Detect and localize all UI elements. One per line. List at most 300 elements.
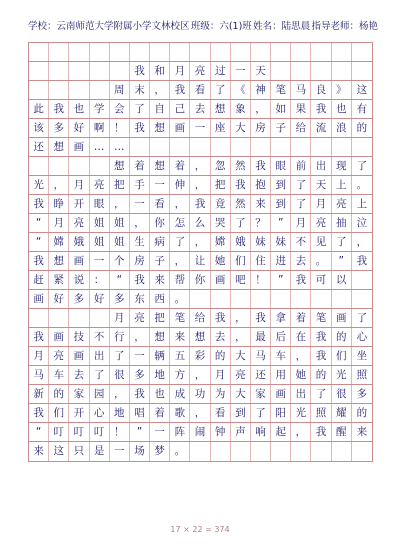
grid-cell	[291, 43, 311, 61]
grid-cell: 过	[211, 62, 231, 80]
grid-cell: 己	[170, 100, 190, 118]
grid-cell: 的	[356, 406, 368, 419]
grid-cell: 了	[170, 233, 190, 251]
grid-cell: “	[29, 214, 49, 232]
grid-row	[29, 385, 372, 404]
grid-cell	[170, 43, 190, 61]
grid-cell: 车	[271, 347, 291, 365]
grid-cell: 亮	[231, 366, 251, 384]
grid-cell: 然	[231, 157, 251, 175]
grid-cell	[332, 290, 352, 308]
grid-cell: 亮	[49, 347, 69, 365]
grid-cell	[110, 43, 130, 61]
grid-cell: 和	[150, 62, 170, 80]
grid-cell: 了	[130, 100, 150, 118]
grid-row	[29, 62, 372, 81]
grid-cell: 流	[311, 119, 331, 137]
grid-cell: 着	[291, 309, 311, 327]
grid-cell: 天	[251, 62, 271, 80]
grid-cell: 出	[311, 157, 331, 175]
grid-cell: 我	[130, 62, 150, 80]
grid-cell: 车	[49, 366, 69, 384]
class-label: 班级：六(1)班	[190, 21, 252, 32]
grid-cell: 把	[110, 176, 130, 194]
grid-cell: 光	[332, 366, 352, 384]
grid-cell: 新	[29, 385, 49, 403]
grid-cell	[49, 43, 69, 61]
grid-cell: 画	[211, 271, 231, 289]
grid-footer	[28, 525, 372, 534]
grid-cell: 叮	[69, 423, 89, 441]
grid-cell: 用	[271, 366, 291, 384]
grid-cell: 嫦	[49, 233, 69, 251]
grid-cell: ，	[130, 214, 150, 232]
grid-cell: 还	[251, 366, 271, 384]
grid-cell: 果	[291, 100, 311, 118]
grid-row	[29, 214, 372, 233]
grid-cell	[231, 138, 251, 156]
grid-cell	[190, 290, 210, 308]
grid-row	[29, 252, 372, 271]
grid-cell: 我	[251, 309, 271, 327]
grid-cell: 的	[49, 385, 69, 403]
grid-cell: 叮	[49, 423, 69, 441]
grid-cell	[291, 442, 311, 461]
grid-cell	[231, 442, 251, 461]
grid-cell	[352, 62, 372, 80]
grid-cell: 阳	[271, 404, 291, 422]
grid-cell: 园	[90, 385, 110, 403]
grid-row	[29, 328, 372, 347]
composition-grid	[28, 42, 373, 462]
grid-cell: 哭	[211, 214, 231, 232]
grid-cell: ：	[90, 271, 110, 289]
grid-cell: 可	[311, 271, 331, 289]
grid-cell: 我	[49, 100, 69, 118]
grid-cell: 在	[291, 328, 311, 346]
grid-cell: 睁	[49, 195, 69, 213]
grid-cell: 月	[170, 62, 190, 80]
name-label: 姓名：陆思晨	[253, 21, 311, 32]
grid-cell	[311, 138, 331, 156]
grid-cell: 月	[291, 214, 311, 232]
grid-cell: 场	[130, 442, 150, 461]
grid-cell: 大	[231, 119, 251, 137]
grid-cell: 该	[29, 119, 49, 137]
grid-cell	[29, 62, 49, 80]
grid-cell: 天	[311, 176, 331, 194]
grid-cell	[311, 43, 331, 61]
grid-cell: 了	[291, 195, 311, 213]
grid-cell: 画	[332, 309, 352, 327]
grid-cell: 了	[90, 366, 110, 384]
grid-cell: 月	[311, 195, 331, 213]
grid-cell: 会	[110, 100, 130, 118]
grid-cell: ！	[110, 423, 130, 441]
grid-cell: 不	[90, 328, 110, 346]
grid-cell: 见	[311, 233, 331, 251]
grid-cell: 去	[190, 100, 210, 118]
grid-cell: 了	[356, 311, 368, 324]
grid-cell: 一	[190, 119, 210, 137]
grid-row	[29, 176, 372, 195]
grid-cell: ，	[130, 328, 150, 346]
grid-cell	[311, 442, 331, 461]
grid-cell: 有	[356, 102, 368, 115]
grid-cell	[291, 290, 311, 308]
grid-cell: 姐	[110, 214, 130, 232]
grid-cell: 以	[332, 271, 352, 289]
grid-cell: 着	[170, 157, 190, 175]
grid-cell: 唱	[130, 404, 150, 422]
grid-cell: 赶	[29, 271, 49, 289]
grid-cell: 到	[271, 176, 291, 194]
grid-cell: 泣	[356, 216, 368, 229]
grid-cell: 一	[150, 423, 170, 441]
grid-cell: 我	[29, 328, 49, 346]
grid-cell: 我	[29, 195, 49, 213]
grid-cell: 叮	[90, 423, 110, 441]
grid-cell: 把	[150, 309, 170, 327]
grid-cell: 好	[49, 290, 69, 308]
grid-cell: ，	[170, 252, 190, 270]
grid-cell	[231, 43, 251, 61]
grid-cell: 闹	[190, 423, 210, 441]
grid-cell: 家	[251, 385, 271, 403]
grid-cell: ，	[231, 309, 251, 327]
grid-cell: ，	[190, 366, 210, 384]
grid-cell: 。	[356, 178, 368, 191]
grid-cell: 我	[311, 328, 331, 346]
grid-cell: 我	[231, 176, 251, 194]
grid-cell: 照	[356, 368, 368, 381]
grid-cell: 醒	[332, 423, 352, 441]
grid-cell: 不	[291, 233, 311, 251]
grid-cell	[90, 309, 110, 327]
grid-cell	[90, 43, 110, 61]
grid-cell: 末	[130, 81, 150, 99]
grid-cell: 她	[291, 366, 311, 384]
grid-cell: 我	[291, 271, 311, 289]
grid-cell: 座	[211, 119, 231, 137]
grid-cell: 亮	[69, 214, 89, 232]
school-label: 学校：云南师范大学附属小学文林校区	[28, 21, 190, 32]
grid-cell: 照	[311, 404, 331, 422]
grid-cell: 子	[271, 119, 291, 137]
grid-cell: ，	[356, 235, 368, 248]
grid-cell: 们	[231, 252, 251, 270]
grid-cell: 阵	[170, 423, 190, 441]
grid-cell: 想	[190, 328, 210, 346]
grid-cell: 出	[291, 385, 311, 403]
grid-cell: 去	[291, 252, 311, 270]
grid-cell: 我	[170, 81, 190, 99]
grid-cell	[271, 290, 291, 308]
grid-cell	[332, 138, 352, 156]
grid-cell: 月	[69, 176, 89, 194]
grid-cell: 多	[356, 387, 368, 400]
grid-cell: 我	[211, 309, 231, 327]
grid-cell: 多	[49, 119, 69, 137]
grid-cell: ，	[190, 176, 210, 194]
grid-cell: 一	[110, 442, 130, 461]
grid-cell: 成	[170, 385, 190, 403]
grid-row	[29, 195, 372, 214]
grid-cell: ，	[110, 385, 130, 403]
grid-cell	[332, 43, 352, 61]
grid-cell	[271, 43, 291, 61]
grid-cell: 的	[211, 347, 231, 365]
grid-cell: 么	[190, 214, 210, 232]
grid-cell: 来	[150, 271, 170, 289]
grid-cell: 画	[271, 385, 291, 403]
grid-cell: 给	[190, 309, 210, 327]
grid-cell: 一	[130, 195, 150, 213]
grid-cell	[352, 271, 372, 289]
grid-cell: 心	[356, 330, 368, 343]
grid-cell: 笔	[170, 309, 190, 327]
grid-row	[29, 404, 372, 423]
grid-cell: 此	[29, 100, 49, 118]
grid-cell: 到	[271, 195, 291, 213]
grid-cell	[130, 43, 150, 61]
grid-cell: 心	[90, 404, 110, 422]
grid-cell: 也	[69, 100, 89, 118]
grid-cell: 亮	[90, 176, 110, 194]
grid-cell: 紧	[49, 271, 69, 289]
grid-cell: 眼	[90, 195, 110, 213]
grid-cell: 的	[356, 121, 368, 134]
grid-cell: 嫦	[211, 233, 231, 251]
grid-cell: 来	[356, 425, 368, 438]
grid-cell: 神	[251, 81, 271, 99]
grid-cell: 我	[251, 157, 271, 175]
grid-cell: 啊	[90, 119, 110, 137]
grid-cell: 很	[110, 366, 130, 384]
grid-row	[29, 271, 372, 290]
grid-cell	[90, 62, 110, 80]
grid-cell: 亮	[130, 309, 150, 327]
grid-cell: 抱	[251, 176, 271, 194]
grid-cell: 我	[356, 254, 368, 267]
grid-cell: 辆	[150, 347, 170, 365]
grid-cell: 看	[211, 404, 231, 422]
grid-cell	[332, 442, 352, 461]
grid-cell	[49, 157, 69, 175]
grid-cell	[231, 290, 251, 308]
grid-cell: 们	[332, 347, 352, 365]
grid-row	[29, 366, 372, 385]
grid-cell: 伸	[170, 176, 190, 194]
grid-cell: 西	[150, 290, 170, 308]
grid-cell: 了	[332, 233, 352, 251]
grid-count: 17 × 22 = 374	[170, 525, 230, 534]
grid-cell: 马	[29, 366, 49, 384]
grid-cell: 前	[291, 157, 311, 175]
grid-cell: ，	[110, 195, 130, 213]
grid-cell: 大	[231, 385, 251, 403]
grid-cell: 画	[49, 328, 69, 346]
grid-cell	[311, 62, 331, 80]
grid-cell: …	[110, 138, 130, 156]
grid-cell: 姐	[110, 233, 130, 251]
grid-cell: 月	[211, 366, 231, 384]
grid-cell: ，	[150, 81, 170, 99]
grid-row	[29, 442, 372, 461]
grid-cell: 姐	[90, 214, 110, 232]
grid-cell: 看	[150, 195, 170, 213]
grid-cell: 声	[231, 423, 251, 441]
grid-cell: 房	[130, 252, 150, 270]
grid-cell: 想	[110, 157, 130, 175]
grid-cell: 技	[69, 328, 89, 346]
grid-row	[29, 119, 372, 138]
grid-cell	[190, 43, 210, 61]
grid-cell: 歌	[170, 404, 190, 422]
grid-cell: 梦	[150, 442, 170, 461]
grid-cell: 马	[291, 81, 311, 99]
grid-cell: 也	[150, 385, 170, 403]
grid-cell: 眼	[271, 157, 291, 175]
grid-cell: 多	[130, 366, 150, 384]
grid-cell	[251, 290, 271, 308]
grid-cell	[69, 81, 89, 99]
grid-cell: 想	[150, 328, 170, 346]
grid-cell: 进	[271, 252, 291, 270]
grid-cell: 抽	[332, 214, 352, 232]
grid-cell: 行	[110, 328, 130, 346]
grid-cell: 让	[190, 252, 210, 270]
grid-cell: 。	[170, 290, 190, 308]
grid-cell: 亮	[190, 62, 210, 80]
grid-cell: 到	[231, 404, 251, 422]
grid-cell: 画	[29, 290, 49, 308]
grid-cell: ，	[190, 233, 210, 251]
grid-cell: 为	[211, 385, 231, 403]
grid-cell: 光	[29, 176, 49, 194]
grid-cell: 这	[49, 442, 69, 461]
grid-cell: 功	[190, 385, 210, 403]
grid-cell: ？	[251, 214, 271, 232]
grid-cell: 怎	[170, 214, 190, 232]
grid-cell: 画	[170, 119, 190, 137]
grid-cell: 了	[110, 347, 130, 365]
grid-cell	[90, 157, 110, 175]
grid-cell: 一	[130, 347, 150, 365]
grid-cell: 大	[231, 347, 251, 365]
grid-cell: “	[110, 271, 130, 289]
grid-cell: 着	[130, 157, 150, 175]
grid-row	[29, 309, 372, 328]
grid-cell: 帮	[170, 271, 190, 289]
grid-cell: “	[29, 233, 49, 251]
grid-cell: ，	[291, 423, 311, 441]
grid-cell: 想	[150, 119, 170, 137]
grid-cell: 地	[110, 404, 130, 422]
grid-cell	[29, 157, 49, 175]
grid-cell	[69, 43, 89, 61]
grid-cell: 家	[69, 385, 89, 403]
grid-cell: 亮	[332, 195, 352, 213]
grid-cell: 这	[356, 83, 368, 96]
grid-cell: 我	[311, 100, 331, 118]
grid-cell	[69, 62, 89, 80]
grid-cell	[211, 290, 231, 308]
grid-row	[29, 138, 372, 157]
grid-cell: 方	[170, 366, 190, 384]
grid-cell: 坐	[356, 349, 368, 362]
grid-cell: 五	[170, 347, 190, 365]
grid-row	[29, 43, 372, 62]
grid-cell: 出	[90, 347, 110, 365]
grid-cell: 地	[150, 366, 170, 384]
grid-cell: 也	[332, 100, 352, 118]
grid-cell: 娥	[231, 233, 251, 251]
grid-cell: 了	[231, 214, 251, 232]
grid-cell: 我	[130, 119, 150, 137]
grid-cell: ”	[130, 423, 150, 441]
grid-cell: ，	[49, 176, 69, 194]
grid-cell: 只	[69, 442, 89, 461]
grid-cell: 我	[311, 423, 331, 441]
grid-cell: 个	[110, 252, 130, 270]
grid-cell: 的	[332, 328, 352, 346]
grid-cell: 姐	[90, 233, 110, 251]
grid-cell: 浪	[332, 119, 352, 137]
grid-cell	[271, 62, 291, 80]
grid-cell: ！	[110, 119, 130, 137]
grid-cell: 彩	[190, 347, 210, 365]
grid-cell: 来	[29, 442, 49, 461]
grid-cell: 现	[332, 157, 352, 175]
grid-cell: 想	[49, 138, 69, 156]
grid-cell: 月	[29, 347, 49, 365]
grid-cell: 月	[49, 214, 69, 232]
grid-cell: ，	[190, 404, 210, 422]
grid-cell	[332, 62, 352, 80]
grid-row	[29, 157, 372, 176]
grid-cell	[352, 442, 372, 461]
grid-cell	[49, 62, 69, 80]
grid-cell: 上	[356, 197, 368, 210]
grid-cell: 她	[211, 252, 231, 270]
grid-cell	[311, 290, 331, 308]
grid-row	[29, 233, 372, 252]
grid-cell: 东	[130, 290, 150, 308]
grid-cell: 说	[69, 271, 89, 289]
grid-cell: 了	[211, 81, 231, 99]
grid-cell: 多	[110, 290, 130, 308]
grid-cell: 《	[231, 81, 251, 99]
grid-cell: 很	[332, 385, 352, 403]
grid-cell: 一	[150, 176, 170, 194]
grid-cell	[90, 81, 110, 99]
grid-cell: 拿	[271, 309, 291, 327]
grid-cell: ，	[251, 100, 271, 118]
grid-cell	[251, 43, 271, 61]
grid-cell	[291, 138, 311, 156]
grid-cell: 是	[90, 442, 110, 461]
grid-cell: 好	[90, 290, 110, 308]
grid-cell: 如	[271, 100, 291, 118]
grid-cell: 开	[69, 404, 89, 422]
grid-cell	[29, 81, 49, 99]
grid-cell: 妹	[251, 233, 271, 251]
grid-cell: 周	[110, 81, 130, 99]
grid-cell: 你	[190, 271, 210, 289]
grid-cell: 后	[271, 328, 291, 346]
grid-cell: 了	[311, 385, 331, 403]
